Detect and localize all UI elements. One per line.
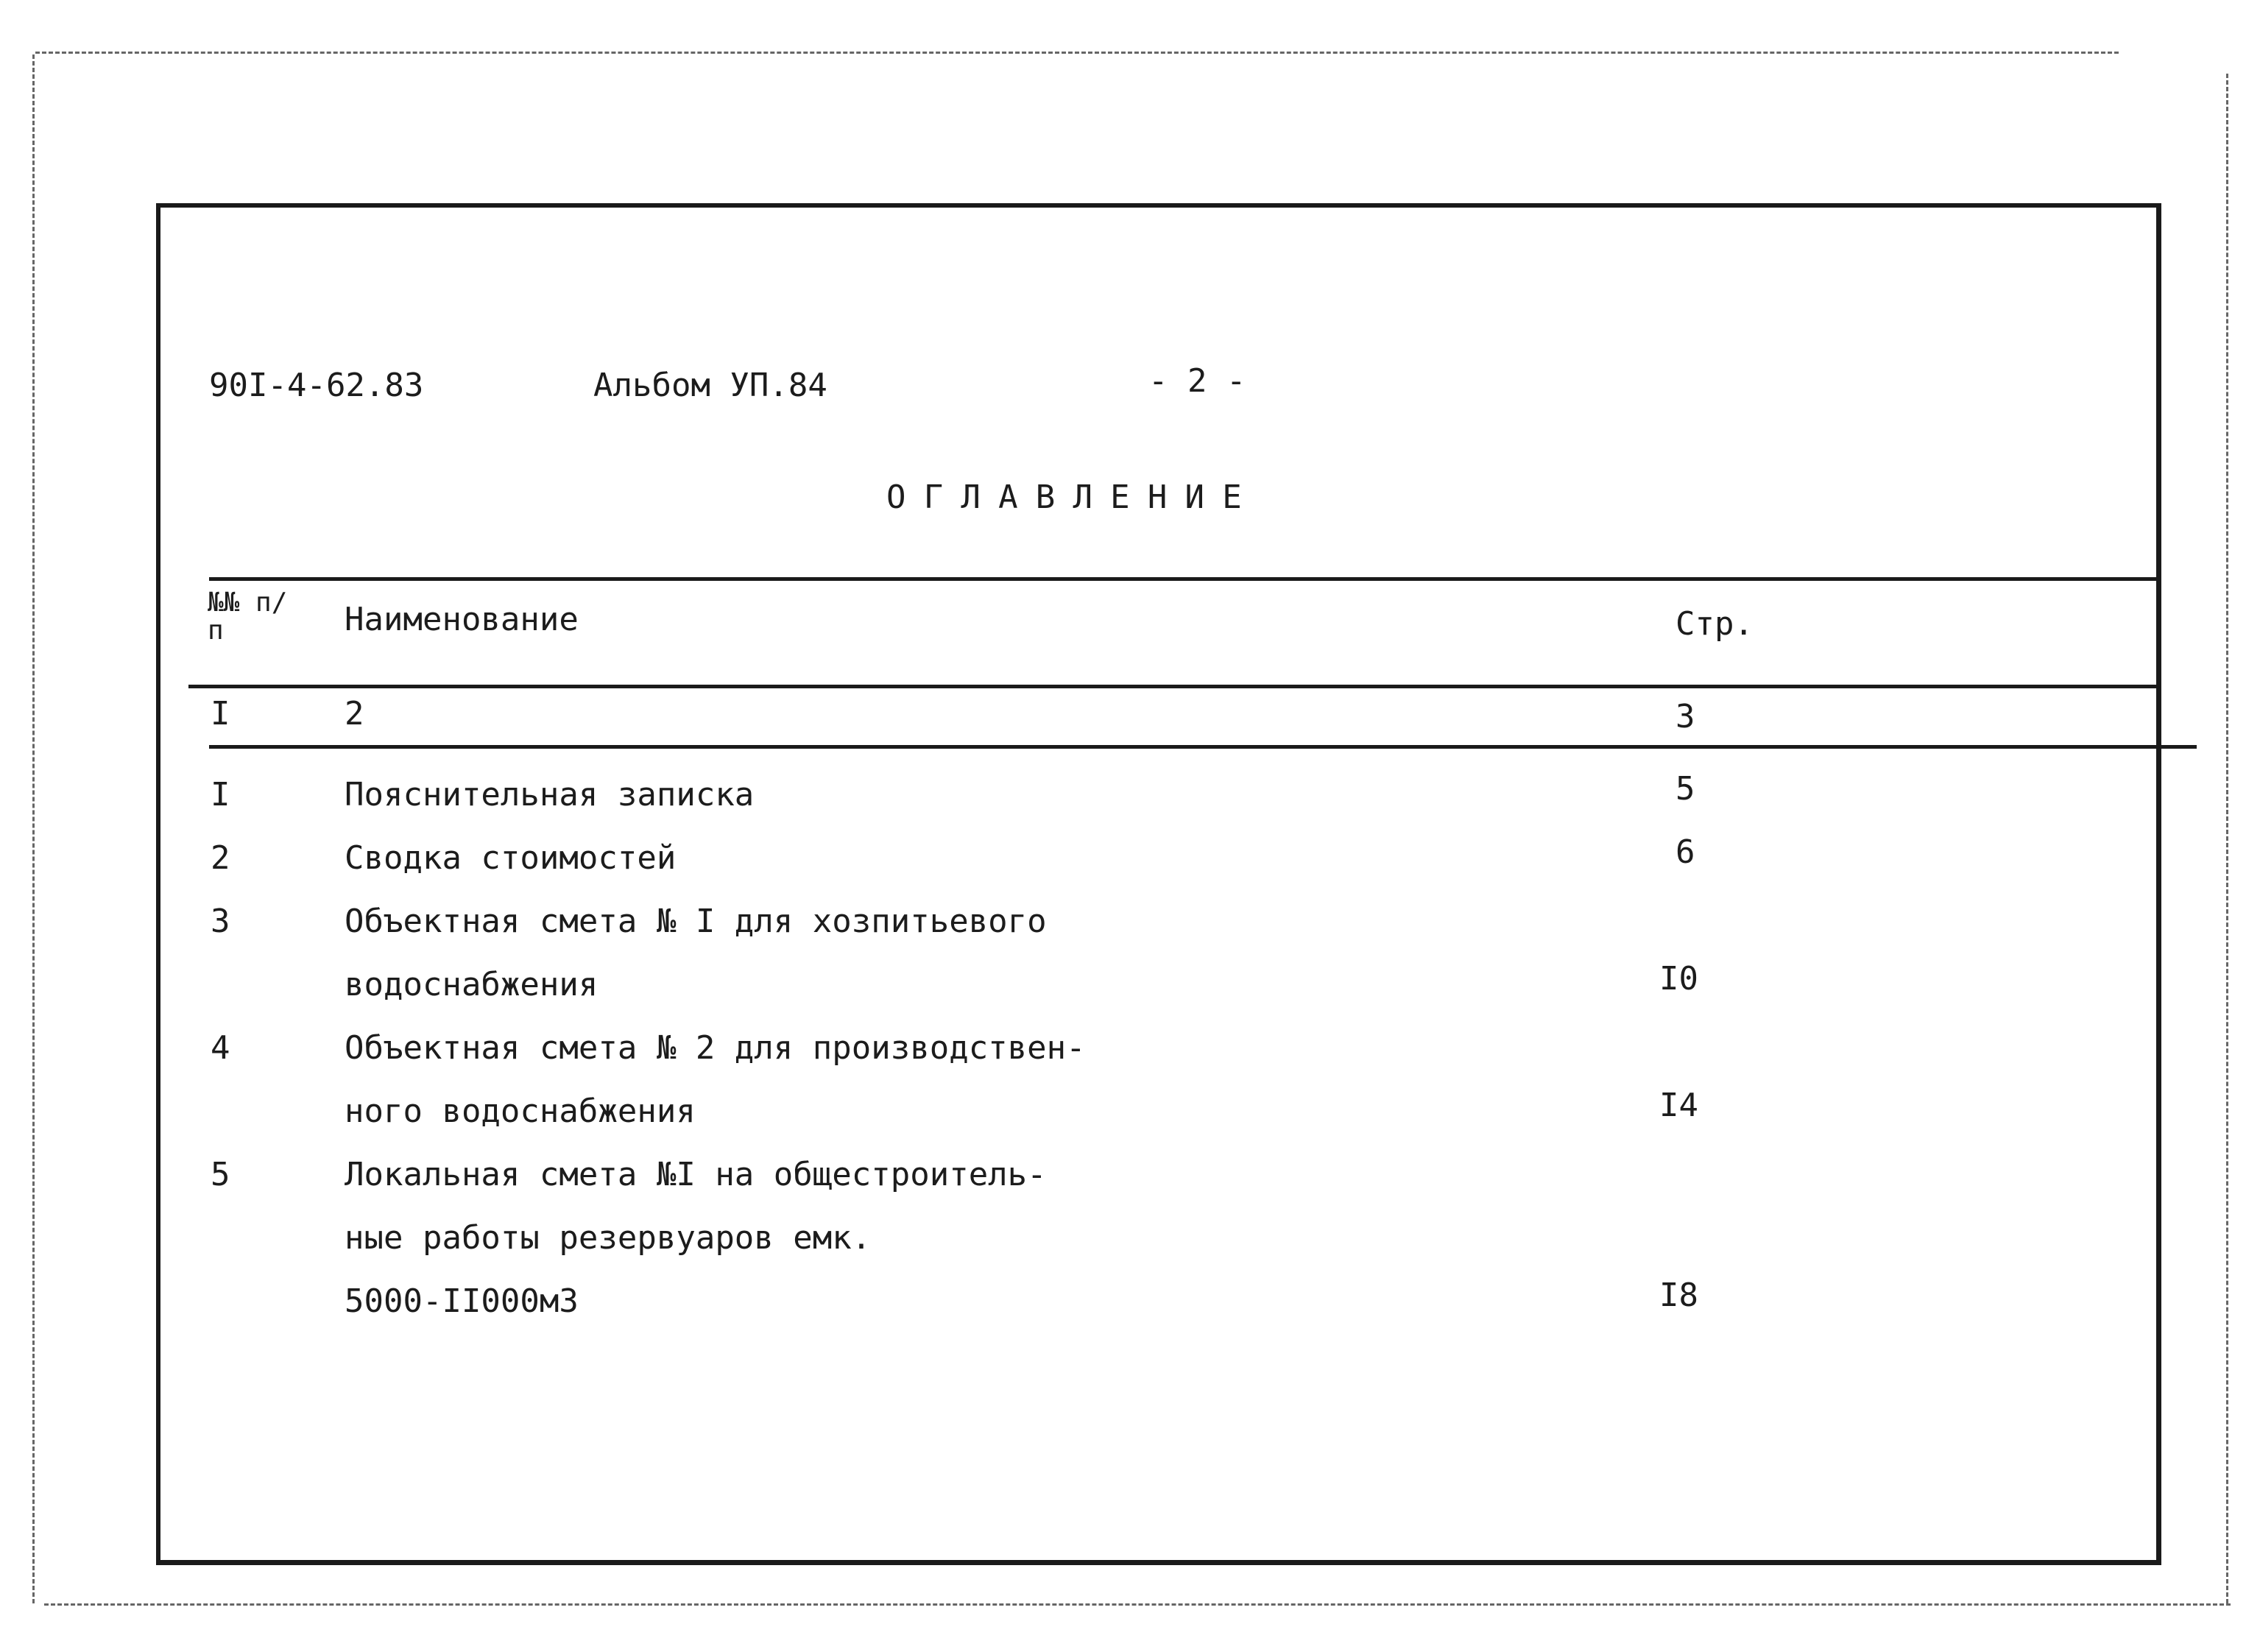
sheet-border-top [35,52,2119,54]
row-title-line: ные работы резервуаров емк. [345,1219,872,1257]
row-title-line: 5000-II000м3 [345,1282,579,1320]
row-number: 4 [211,1029,230,1067]
sheet-border-left [32,54,35,1603]
table-rule-header [188,685,2157,688]
document-frame [156,203,2161,1565]
row-page: I8 [1659,1277,1698,1314]
page-number: - 2 - [1148,362,1246,400]
page-title: ОГЛАВЛЕНИЕ [886,479,1260,516]
row-page: 6 [1675,833,1695,871]
column-header-name: Наименование [345,601,579,638]
row-title-line: Объектная смета № I для хозпитьевого [345,903,1047,940]
row-title-line: Объектная смета № 2 для производствен- [345,1029,1086,1067]
row-number: I [211,776,230,813]
row-number: 2 [211,839,230,877]
sheet-border-right [2226,74,2228,1603]
doc-code: 90I-4-62.83 [209,367,424,404]
row-number: 3 [211,903,230,940]
row-number: 5 [211,1156,230,1193]
row-title-line: Локальная смета №I на общестроитель- [345,1156,1047,1193]
row-page: I4 [1659,1087,1698,1124]
sheet-border-bottom [44,1603,2231,1606]
column-header-page: Стр. [1675,605,1754,643]
column-header-number-text: №№ п/п [208,587,288,646]
row-title-line: Сводка стоимостей [345,839,677,877]
column-header-number [208,589,296,645]
album-label: Альбом УП.84 [593,367,827,404]
row-title-line: Пояснительная записка [345,776,755,813]
row-title-line: водоснабжения [345,966,598,1003]
table-rule-numbers [209,745,2197,749]
column-number-2: 2 [345,695,364,733]
column-number-1: I [211,695,230,733]
row-page: 5 [1675,770,1695,808]
row-page: I0 [1659,960,1698,998]
column-number-3: 3 [1675,698,1695,735]
table-rule-top [209,577,2157,581]
row-title-line: ного водоснабжения [345,1092,696,1130]
